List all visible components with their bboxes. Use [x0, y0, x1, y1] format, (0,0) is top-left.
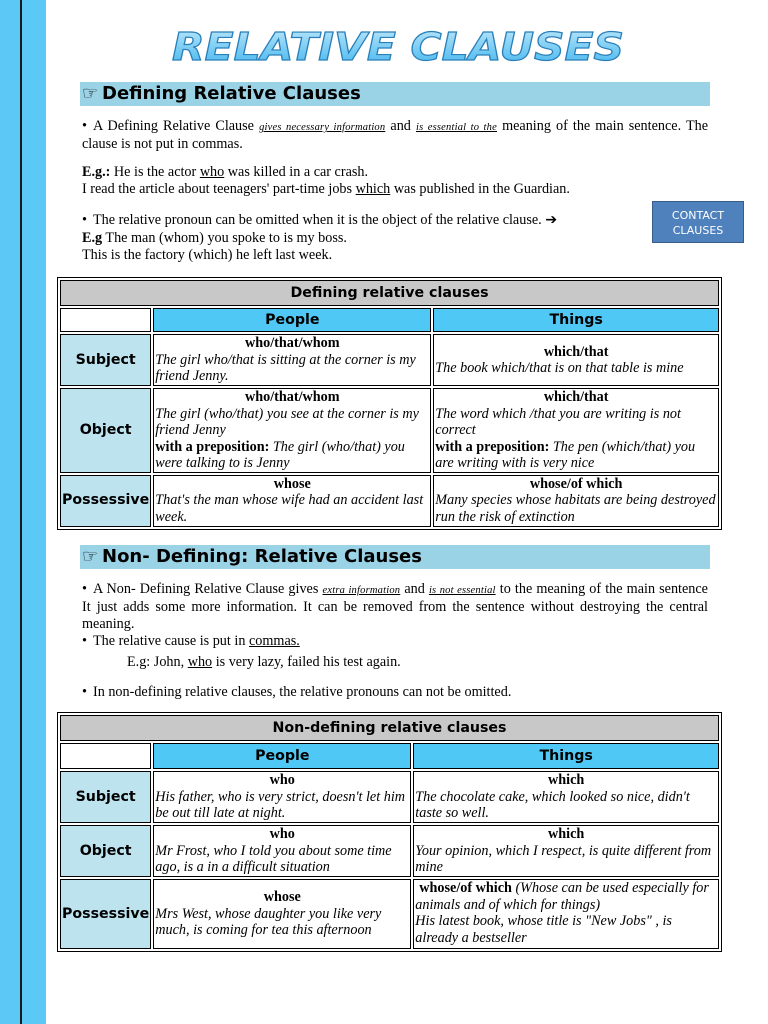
empty-header-cell: [60, 308, 151, 332]
header-things: Things: [413, 743, 719, 769]
cell-people: who His father, who is very strict, doesn't let him be out till late at night.: [153, 771, 411, 823]
table-row: [60, 334, 719, 386]
table-row: [60, 879, 719, 949]
defining-heading: Defining Relative Clauses: [102, 83, 361, 104]
contact-clauses-button[interactable]: [652, 201, 744, 243]
row-label-possessive: Possessive: [60, 879, 151, 949]
cell-people: who/that/whom The girl (who/that) you see at the corner is my friend Jenny with a preposition: The girl (who/that) you were talking to is Jenny: [153, 388, 431, 473]
cell-people: who/that/whom The girl who/that is sitting at the corner is my friend Jenny.: [153, 334, 431, 386]
row-label-subject: Subject: [60, 771, 151, 823]
defining-example-3: E.g The man (whom) you spoke to is my boss.: [82, 230, 347, 246]
nondefining-commas-rule: • The relative cause is put in commas.: [82, 633, 708, 650]
defining-example-4: This is the factory (which) he left last week.: [82, 247, 333, 263]
cell-people: whose That's the man whose wife had an accident last week.: [153, 475, 431, 527]
contact-clauses-line-1: CONTACT: [671, 209, 725, 222]
nondefining-heading-bar: [80, 545, 710, 569]
header-people: People: [153, 308, 431, 332]
defining-heading-bar: [80, 82, 710, 106]
empty-header-cell: [60, 743, 151, 769]
cell-things: whose/of which (Whose can be used especially for animals and of which for things) His latest book, whose title is "New Jobs" , is already a bestseller: [413, 879, 719, 949]
cell-things: which/that The book which/that is on that table is mine: [433, 334, 719, 386]
cell-people: who Mr Frost, who I told you about some time ago, is a in a difficult situation: [153, 825, 411, 877]
header-things: Things: [433, 308, 719, 332]
nondefining-clauses-table: [57, 712, 722, 952]
row-label-object: Object: [60, 388, 151, 473]
sidebar-inner-stripe: [20, 0, 46, 1024]
cell-things: which/that The word which /that you are writing is not correct with a preposition: The pen (which/that) you are writing with is very nice: [433, 388, 719, 473]
table-row: [60, 825, 719, 877]
left-sidebar-stripe: [0, 0, 46, 1024]
cell-people: whose Mrs West, whose daughter you like very much, is coming for tea this afternoon: [153, 879, 411, 949]
defining-definition: • A Defining Relative Clause gives necessary information and is essential to the meaning of the main sentence. The clause is not put in commas.: [82, 118, 708, 153]
table-row: [60, 475, 719, 527]
hand-pointer-icon: ☞: [82, 546, 99, 567]
defining-example-1: E.g.: He is the actor who was killed in a car crash.: [82, 164, 369, 180]
defining-example-2: I read the article about teenagers' part-time jobs which was published in the Guardian.: [82, 181, 570, 197]
row-label-possessive: Possessive: [60, 475, 151, 527]
cell-things: which The chocolate cake, which looked so nice, didn't taste so well.: [413, 771, 719, 823]
right-arrow-icon: ➔: [545, 212, 558, 228]
page-title-text: RELATIVE CLAUSES: [172, 25, 624, 69]
row-label-subject: Subject: [60, 334, 151, 386]
table-row: [60, 771, 719, 823]
defining-clauses-table: [57, 277, 722, 530]
nondefining-definition: • A Non- Defining Relative Clause gives extra information and is not essential to the meaning of the main sentence It just adds some more information. It can be removed from the sentence without destroying the central meaning.: [82, 581, 708, 633]
defining-omit-rule: • The relative pronoun can be omitted when it is the object of the relative clause. ➔: [82, 212, 622, 229]
contact-clauses-line-2: CLAUSES: [672, 224, 724, 237]
hand-pointer-icon: ☞: [82, 83, 99, 104]
table-caption: Defining relative clauses: [60, 280, 719, 306]
header-people: People: [153, 743, 411, 769]
row-label-object: Object: [60, 825, 151, 877]
nondefining-omit-rule: • In non-defining relative clauses, the relative pronouns can not be omitted.: [82, 684, 708, 701]
cell-things: which Your opinion, which I respect, is quite different from mine: [413, 825, 719, 877]
page-title: [168, 22, 628, 70]
cell-things: whose/of which Many species whose habitats are being destroyed run the risk of extinction: [433, 475, 719, 527]
nondefining-example: E.g: John, who is very lazy, failed his test again.: [127, 654, 401, 670]
table-caption: Non-defining relative clauses: [60, 715, 719, 741]
nondefining-heading: Non- Defining: Relative Clauses: [102, 546, 422, 567]
table-row: [60, 388, 719, 473]
